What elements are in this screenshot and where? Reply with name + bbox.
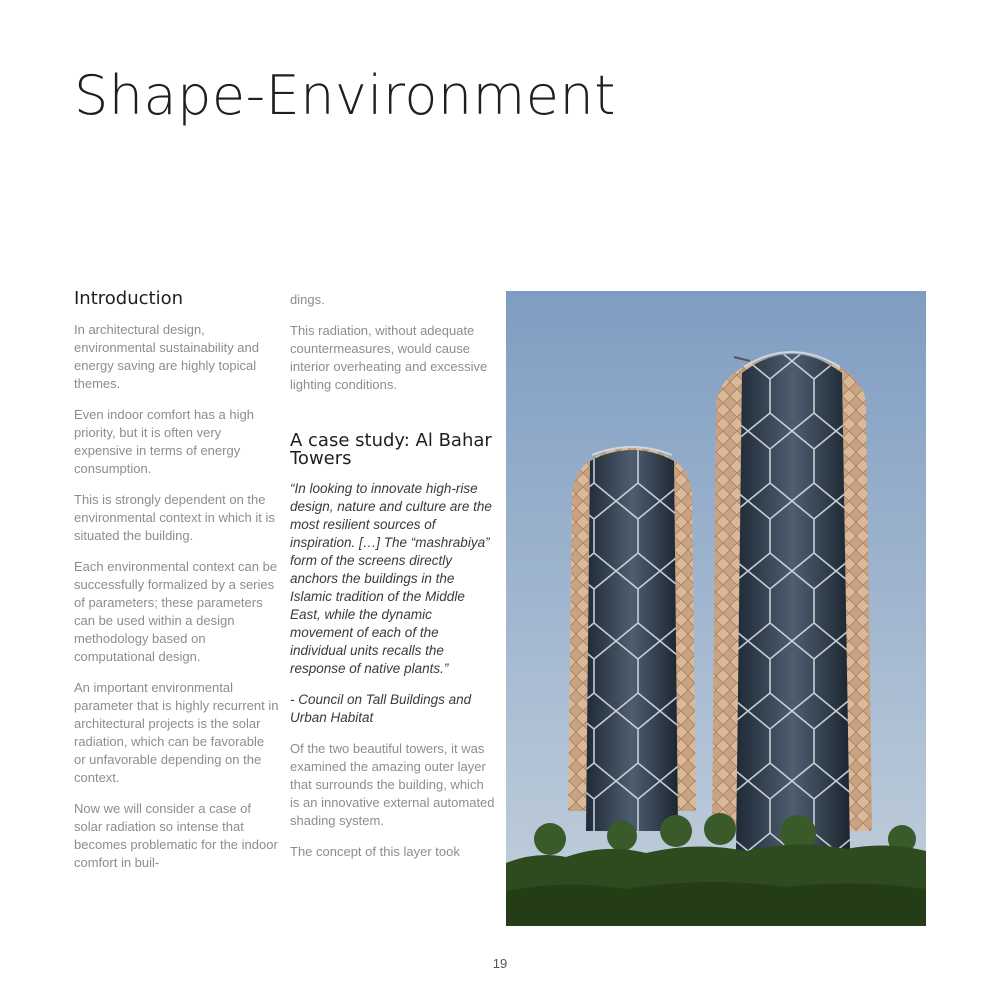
case-study-heading: A case study: Al Bahar Towers bbox=[290, 430, 492, 469]
paragraph: This is strongly dependent on the environmental context in which it is situated the building. bbox=[74, 492, 275, 543]
right-tower bbox=[712, 352, 872, 851]
paragraph: The concept of this layer took bbox=[290, 844, 460, 859]
page-number: 19 bbox=[492, 956, 508, 971]
al-bahar-towers-photo bbox=[506, 291, 926, 926]
page-title: Shape-Environment bbox=[74, 64, 616, 127]
left-tower bbox=[568, 447, 696, 831]
paragraph: In architectural design, environmental sustainability and energy saving are highly topical themes. bbox=[74, 322, 259, 391]
paragraph: dings. bbox=[290, 292, 325, 307]
paragraph: Now we will consider a case of solar radiation so intense that becomes problematic for the indoor comfort in buil- bbox=[74, 801, 278, 870]
text-column-1 bbox=[74, 288, 279, 885]
paragraph: Of the two beautiful towers, it was examined the amazing outer layer that surrounds the building, which is an innovative external automated shading system. bbox=[290, 741, 495, 828]
introduction-heading: Introduction bbox=[74, 288, 184, 309]
quote: “In looking to innovate high-rise design, nature and culture are the most resilient sources of inspiration. […] The “mashrabiya” form of the screens directly anchors the buildings in the Islamic tradition of the Middle East, while the dynamic movement of each of the individual units recalls the response of native plants.” bbox=[290, 481, 492, 676]
text-column-2 bbox=[290, 291, 495, 874]
paragraph: Even indoor comfort has a high priority, but it is often very expensive in terms of energy consumption. bbox=[74, 407, 254, 476]
paragraph: An important environmental parameter that is highly recurrent in architectural projects is the solar radiation, which can be favorable or unfavorable depending on the context. bbox=[74, 680, 279, 785]
quote-attribution: - Council on Tall Buildings and Urban Habitat bbox=[290, 692, 472, 725]
paragraph: This radiation, without adequate countermeasures, would cause interior overheating and excessive lighting conditions. bbox=[290, 323, 488, 392]
paragraph: Each environmental context can be successfully formalized by a series of parameters; these parameters can be used within a design methodology based on computational design. bbox=[74, 559, 278, 664]
